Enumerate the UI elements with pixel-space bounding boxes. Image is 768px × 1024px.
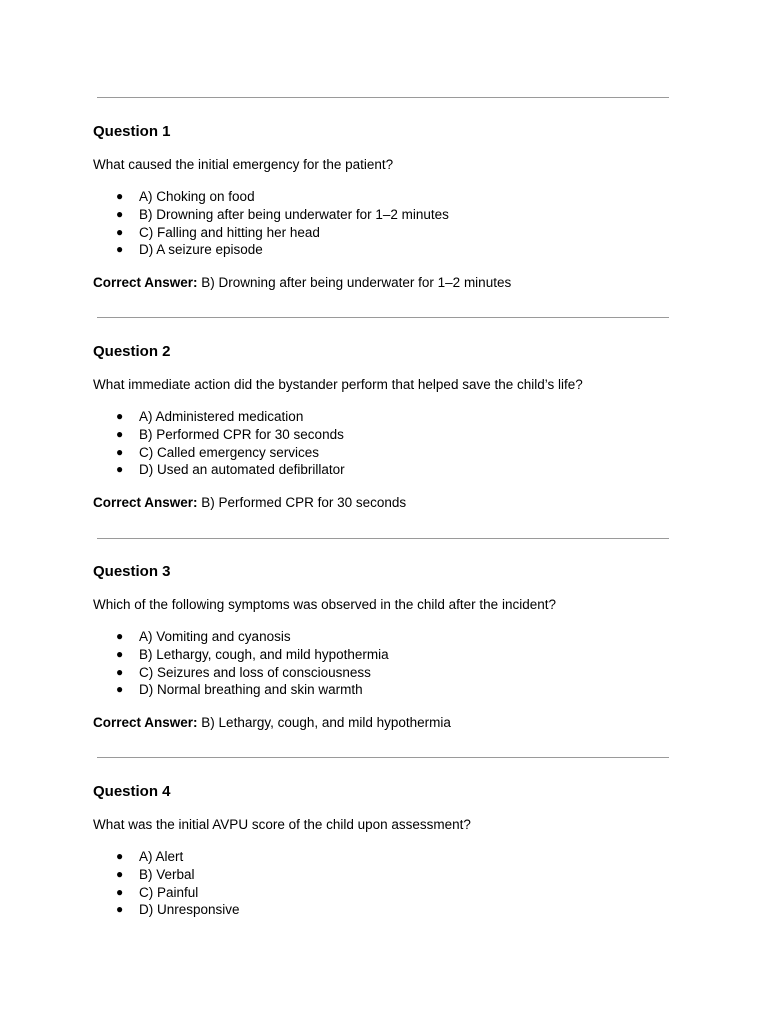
section-divider [97, 757, 669, 758]
bullet-icon: ● [116, 646, 124, 661]
options-list [93, 188, 449, 259]
correct-answer-label: Correct Answer: [93, 275, 198, 290]
question-text: Which of the following symptoms was observed in the child after the incident? [93, 597, 556, 612]
option-label: B) Performed CPR for 30 seconds [139, 426, 344, 442]
option-label: B) Drowning after being underwater for 1–2 minutes [139, 206, 449, 222]
option-label: A) Vomiting and cyanosis [139, 629, 291, 644]
option-item [93, 866, 240, 884]
option-label: B) Lethargy, cough, and mild hypothermia [139, 646, 389, 662]
option-item [93, 224, 449, 242]
section-divider [97, 97, 669, 98]
option-label: D) A seizure episode [139, 242, 263, 258]
bullet-icon: ● [116, 664, 124, 679]
option-label: C) Painful [139, 884, 199, 900]
option-item [93, 426, 345, 444]
section-divider [97, 317, 669, 318]
bullet-icon: ● [116, 444, 124, 459]
section-divider [97, 538, 669, 539]
question-text: What caused the initial emergency for the patient? [93, 157, 394, 172]
bullet-icon: ● [116, 849, 124, 863]
option-label: A) Administered medication [139, 409, 304, 424]
question-title: Question 1 [93, 123, 171, 140]
option-label: B) Verbal [139, 866, 195, 882]
correct-answer-value: B) Drowning after being underwater for 1–2 minutes [201, 275, 512, 290]
option-item [93, 444, 345, 462]
correct-answer-value: B) Lethargy, cough, and mild hypothermia [201, 715, 451, 730]
correct-answer [93, 274, 511, 291]
option-label: C) Called emergency services [139, 444, 320, 460]
bullet-icon: ● [116, 629, 124, 643]
question-title: Question 3 [93, 563, 171, 580]
correct-answer-value: B) Performed CPR for 30 seconds [201, 495, 407, 510]
option-item [93, 848, 240, 866]
bullet-icon: ● [116, 462, 124, 477]
option-label: D) Normal breathing and skin warmth [139, 682, 363, 698]
options-list [93, 408, 345, 479]
option-item [93, 241, 449, 259]
option-label: D) Unresponsive [139, 902, 240, 918]
option-item [93, 681, 389, 699]
options-list [93, 628, 389, 699]
options-list [93, 848, 240, 919]
bullet-icon: ● [116, 902, 124, 917]
correct-answer [93, 494, 406, 511]
bullet-icon: ● [116, 884, 124, 899]
bullet-icon: ● [116, 426, 124, 441]
bullet-icon: ● [116, 409, 124, 423]
bullet-icon: ● [116, 189, 124, 203]
option-item [93, 646, 389, 664]
question-text: What was the initial AVPU score of the child upon assessment? [93, 817, 471, 832]
bullet-icon: ● [116, 682, 124, 697]
bullet-icon: ● [116, 224, 124, 239]
question-title: Question 4 [93, 783, 171, 800]
question-text: What immediate action did the bystander perform that helped save the child’s life? [93, 377, 583, 392]
option-label: D) Used an automated defibrillator [139, 462, 345, 478]
option-label: C) Seizures and loss of consciousness [139, 664, 371, 680]
bullet-icon: ● [116, 866, 124, 881]
option-item [93, 408, 345, 426]
option-label: A) Alert [139, 849, 184, 864]
option-item [93, 901, 240, 919]
bullet-icon: ● [116, 206, 124, 221]
option-item [93, 188, 449, 206]
correct-answer-label: Correct Answer: [93, 495, 198, 510]
option-item [93, 664, 389, 682]
option-item [93, 628, 389, 646]
option-item [93, 461, 345, 479]
option-item [93, 884, 240, 902]
correct-answer-label: Correct Answer: [93, 715, 198, 730]
option-label: A) Choking on food [139, 189, 255, 204]
bullet-icon: ● [116, 242, 124, 257]
option-label: C) Falling and hitting her head [139, 224, 320, 240]
question-title: Question 2 [93, 343, 171, 360]
correct-answer [93, 714, 451, 731]
option-item [93, 206, 449, 224]
